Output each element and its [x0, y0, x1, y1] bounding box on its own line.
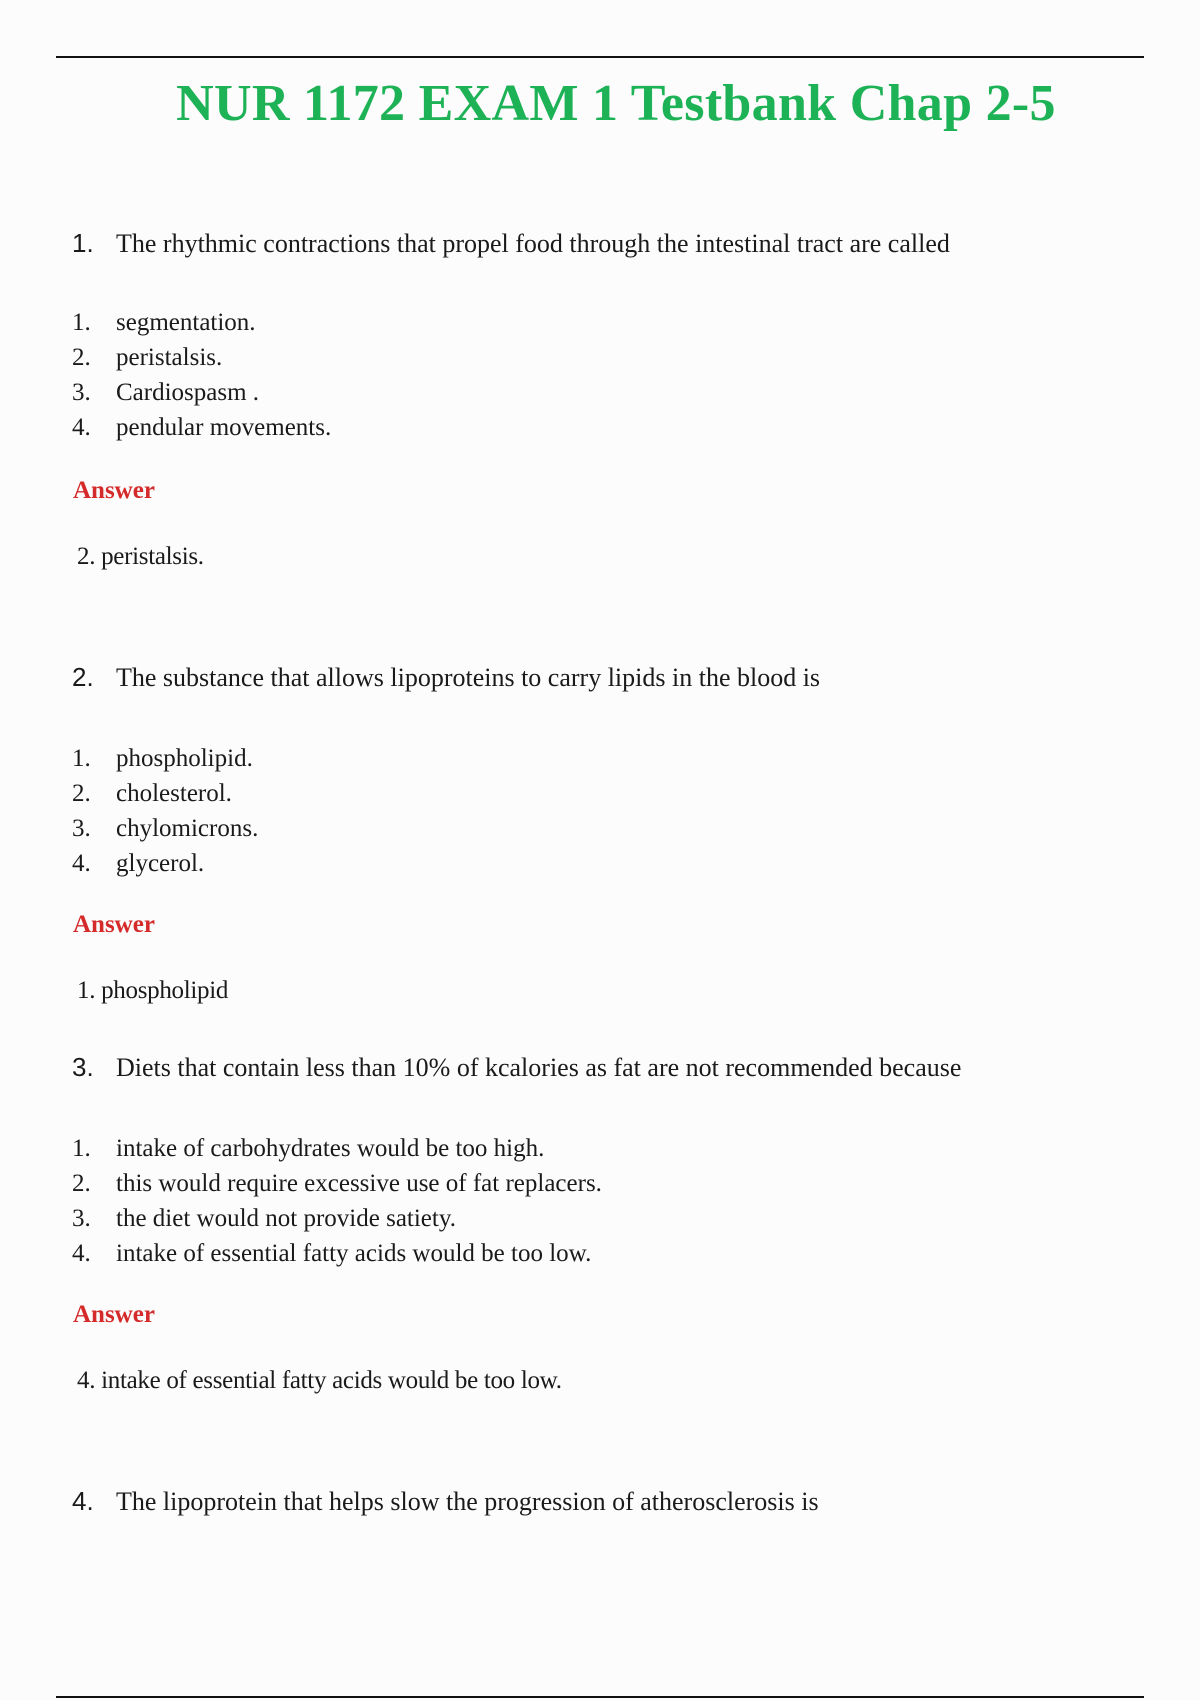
- option-item: 3. chylomicrons.: [72, 815, 259, 842]
- question-2: [72, 661, 820, 694]
- question-number: 1.: [72, 228, 94, 258]
- question-text: Diets that contain less than 10% of kcalories as fat are not recommended because: [116, 1053, 962, 1082]
- question-3: [72, 1051, 961, 1084]
- question-3-options: [72, 1131, 602, 1271]
- answer-label: Answer: [73, 477, 155, 504]
- bottom-rule: [56, 1696, 1144, 1698]
- question-number: 2.: [72, 662, 94, 692]
- option-item: 4. glycerol.: [72, 850, 205, 877]
- question-1: [72, 227, 950, 260]
- question-4: [72, 1485, 819, 1518]
- answer-text: 4. intake of essential fatty acids would be too low.: [77, 1367, 562, 1394]
- top-rule: [56, 56, 1144, 58]
- question-text: The rhythmic contractions that propel food through the intestinal tract are called: [116, 229, 950, 258]
- option-item: 2. this would require excessive use of fat replacers.: [72, 1170, 602, 1197]
- question-2-options: [72, 741, 258, 881]
- answer-text: 2. peristalsis.: [77, 543, 204, 570]
- answer-label: Answer: [73, 1301, 155, 1328]
- page-title: NUR 1172 EXAM 1 Testbank Chap 2-5: [176, 75, 1056, 132]
- option-item: 2. peristalsis.: [72, 344, 223, 371]
- option-item: 1. phospholipid.: [72, 745, 253, 772]
- question-1-options: [72, 305, 331, 445]
- answer-label: Answer: [73, 911, 155, 938]
- option-item: 1. intake of carbohydrates would be too high.: [72, 1135, 545, 1162]
- option-item: 4. intake of essential fatty acids would be too low.: [72, 1240, 592, 1267]
- option-item: 3. Cardiospasm .: [72, 379, 260, 406]
- option-item: 3. the diet would not provide satiety.: [72, 1205, 456, 1232]
- question-number: 3.: [72, 1052, 94, 1082]
- question-text: The lipoprotein that helps slow the progression of atherosclerosis is: [116, 1487, 819, 1516]
- question-number: 4.: [72, 1486, 94, 1516]
- option-item: 1. segmentation.: [72, 309, 256, 336]
- answer-text: 1. phospholipid: [77, 977, 229, 1004]
- option-item: 4. pendular movements.: [72, 414, 332, 441]
- question-text: The substance that allows lipoproteins to carry lipids in the blood is: [116, 663, 821, 692]
- option-item: 2. cholesterol.: [72, 780, 232, 807]
